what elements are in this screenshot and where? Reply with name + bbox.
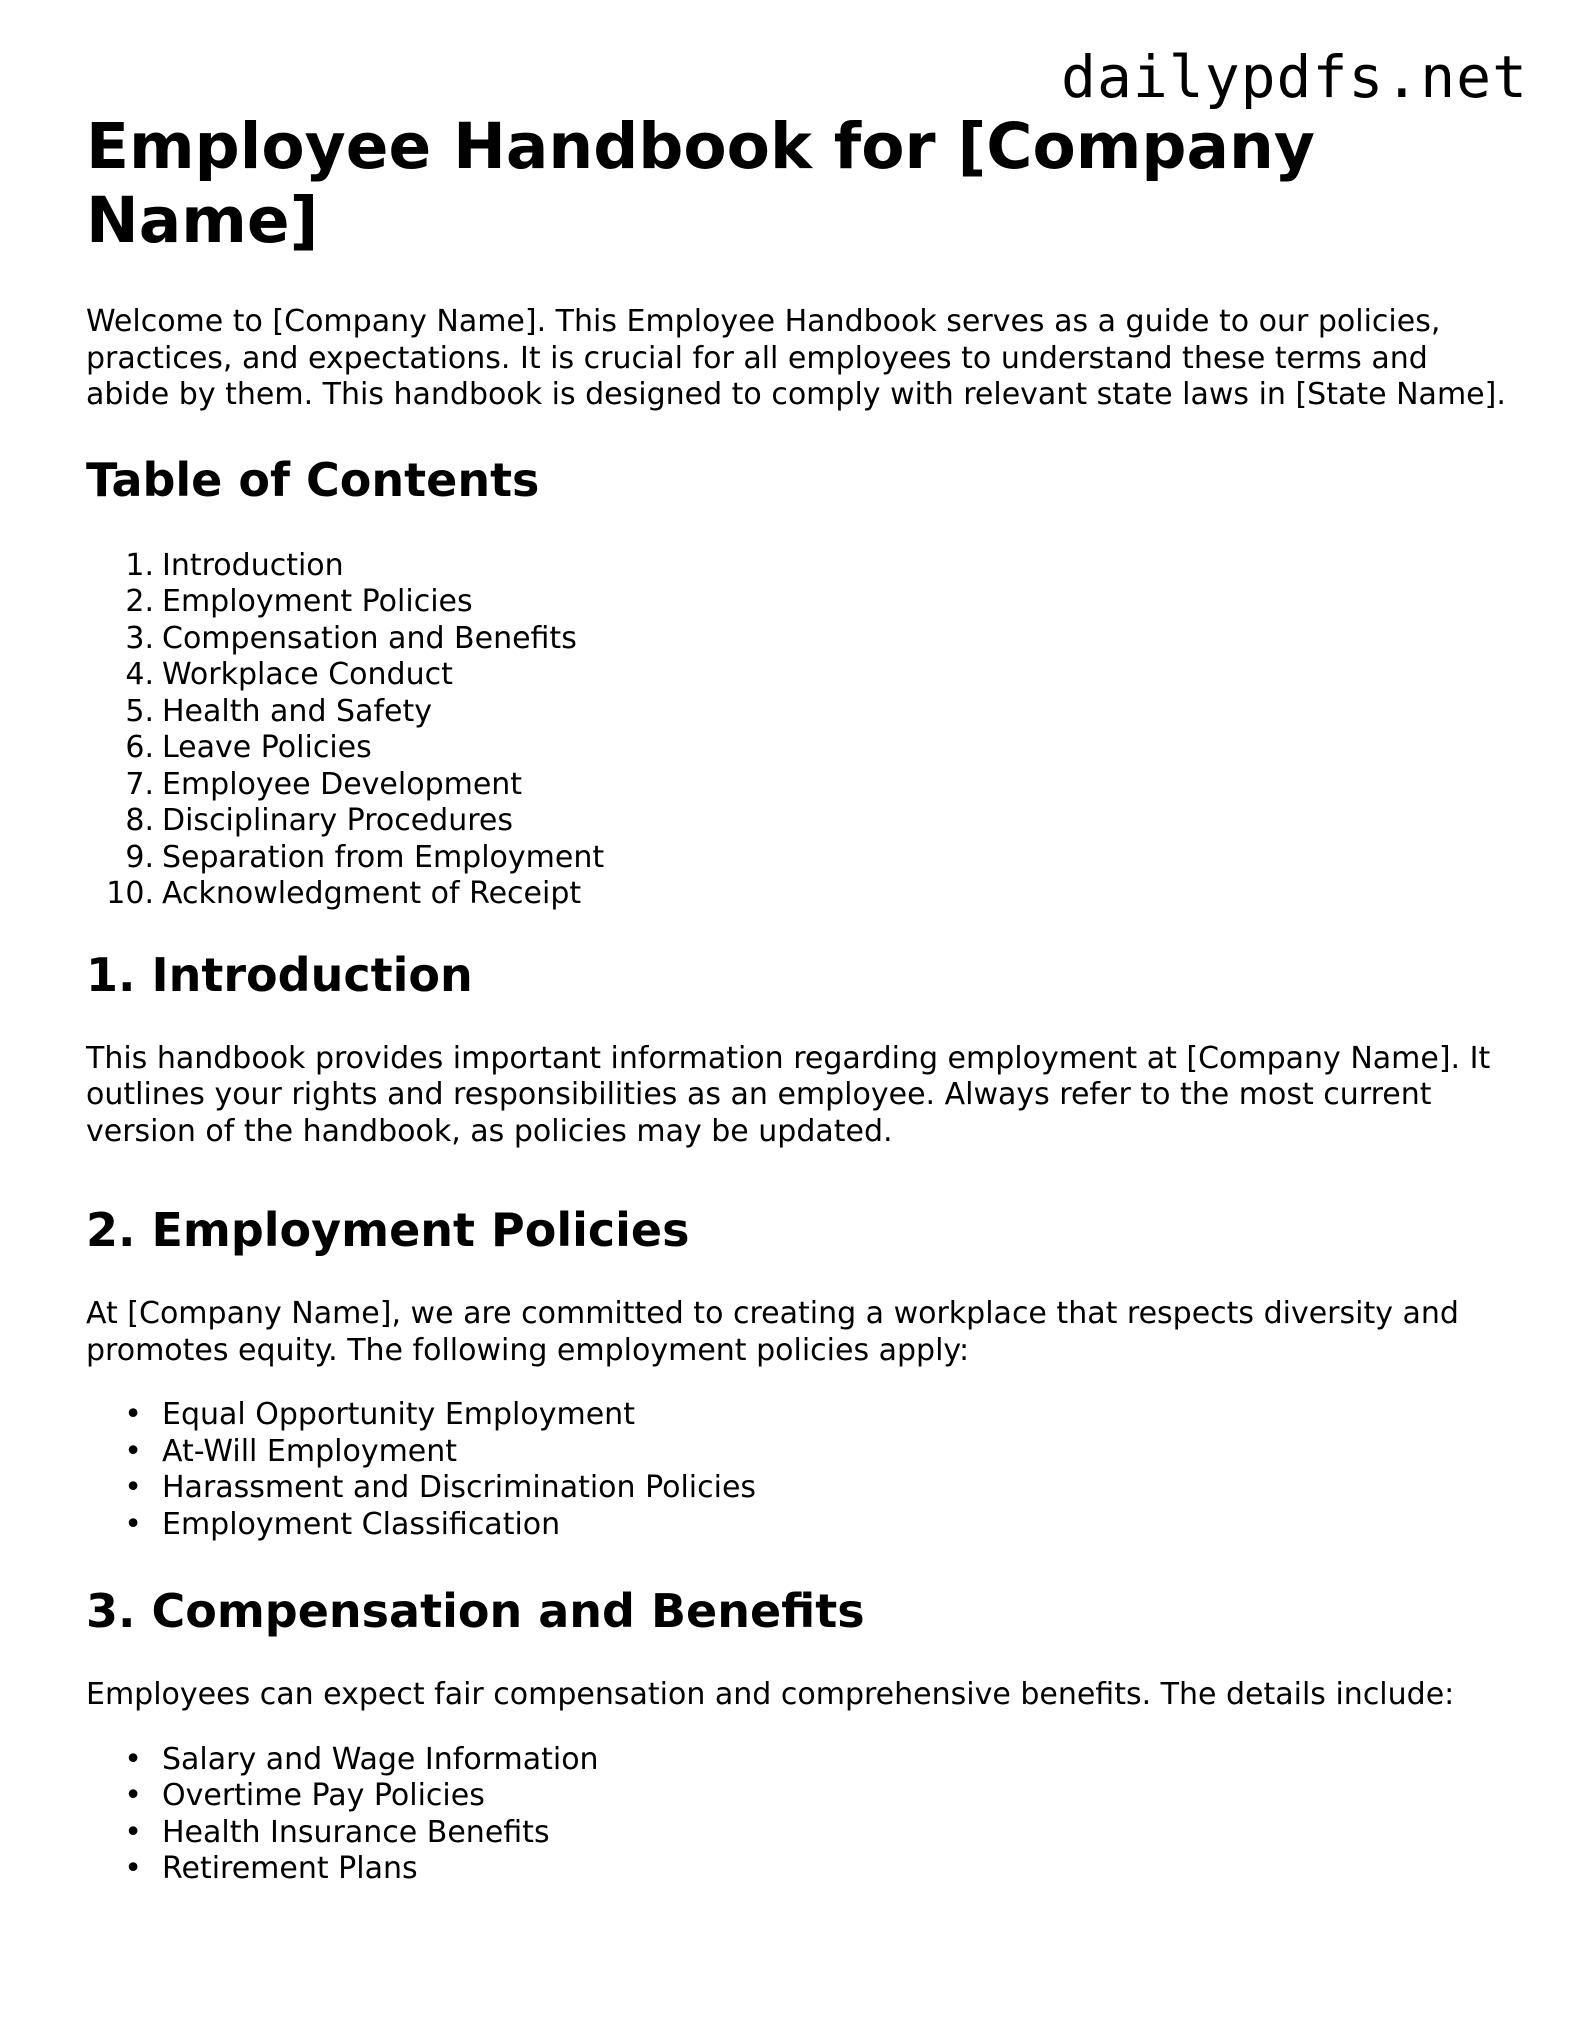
intro-paragraph: Welcome to [Company Name]. This Employee Handbook serves as a guide to our policies, practices, and expectations. It is crucial for all employees to understand these terms and abide by them. This handbook is designed to comply with relevant state laws in [State Name]. — [86, 304, 1506, 412]
list-item: • Retirement Plans — [124, 1851, 418, 1886]
section-text-compensation: Employees can expect fair compensation and comprehensive benefits. The details include: — [86, 1677, 1455, 1712]
section-heading-compensation: 3. Compensation and Benefits — [86, 1584, 865, 1638]
list-item: • Overtime Pay Policies — [124, 1778, 485, 1813]
toc-item: 5. Health and Safety — [125, 693, 432, 729]
document-content — [86, 110, 1506, 1928]
section-heading-employment-policies: 2. Employment Policies — [86, 1203, 690, 1257]
page-title: Employee Handbook for [Company Name] — [86, 110, 1315, 257]
list-item: • Employment Classification — [124, 1506, 561, 1542]
toc-heading: Table of Contents — [86, 452, 540, 507]
toc-item: 8. Disciplinary Procedures — [125, 803, 513, 838]
toc-item: 1. Introduction — [125, 547, 344, 583]
toc-item: 7. Employee Development — [125, 766, 523, 802]
toc-item: 9. Separation from Employment — [125, 839, 605, 875]
toc-item: 3. Compensation and Benefits — [125, 620, 577, 656]
section-text-employment-policies: At [Company Name], we are committed to creating a workplace that respects diversity and promotes equity. The following employment policies apply: — [86, 1296, 1459, 1368]
toc-item: 2. Employment Policies — [125, 584, 473, 619]
watermark: dailypdfs.net — [1061, 43, 1528, 111]
list-item: • At-Will Employment — [124, 1433, 458, 1469]
toc-list — [86, 548, 1506, 913]
toc-item: 10. Acknowledgment of Receipt — [106, 876, 582, 911]
list-item: • Salary and Wage Information — [124, 1741, 599, 1777]
toc-item: 6. Leave Policies — [125, 730, 372, 765]
section-heading-introduction: 1. Introduction — [86, 947, 473, 1002]
toc-item: 4. Workplace Conduct — [125, 657, 453, 692]
compensation-list — [86, 1742, 1506, 1888]
list-item: • Health Insurance Benefits — [124, 1814, 550, 1850]
section-text-introduction: This handbook provides important information regarding employment at [Company Name]. It outlines your rights and responsibilities as an employee. Always refer to the most current version of the handbook, as policies may be updated. — [86, 1040, 1491, 1149]
list-item: • Equal Opportunity Employment — [124, 1397, 635, 1432]
employment-policies-list — [86, 1397, 1506, 1543]
list-item: • Harassment and Discrimination Policies — [124, 1470, 757, 1505]
